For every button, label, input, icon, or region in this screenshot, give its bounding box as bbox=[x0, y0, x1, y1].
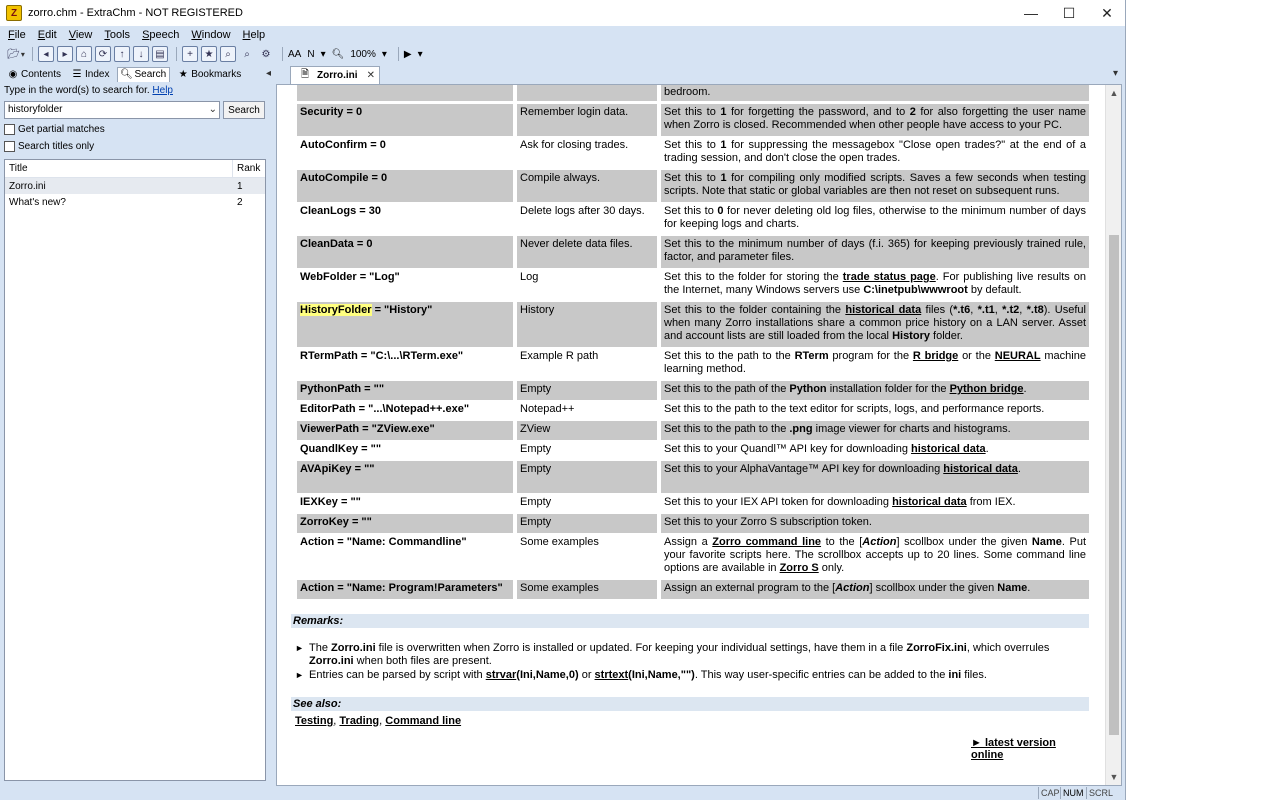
play-speech-icon[interactable]: ▶ bbox=[403, 48, 412, 60]
param-description: Set this to the path to the RTerm program for the R bridge or the NEURAL machine learning method. bbox=[661, 348, 1089, 380]
latest-version-link[interactable]: ► latest version online bbox=[971, 737, 1056, 761]
document-tabs bbox=[272, 64, 1126, 84]
tab-list-chevron-icon[interactable]: ▾ bbox=[1112, 68, 1118, 79]
param-name: AVApiKey = "" bbox=[297, 461, 513, 493]
table-row bbox=[297, 84, 1089, 101]
status-bar bbox=[0, 786, 1126, 800]
menu-edit[interactable]: Edit bbox=[37, 29, 57, 41]
param-default: Empty bbox=[517, 514, 657, 533]
zoom-dropdown-icon[interactable]: ▾ bbox=[381, 48, 387, 60]
param-description: Assign a Zorro command line to the [Action] scollbox under the given Name. Put your favorite scripts here. The scrollbox accepts up to 20 lines. Some command line options are available in Zorro S only. bbox=[661, 534, 1089, 579]
search-hint-text: Type in the word(s) to search for. bbox=[4, 85, 150, 96]
desktop-background bbox=[1126, 0, 1280, 800]
list-item[interactable] bbox=[5, 194, 265, 210]
menu-help[interactable]: Help bbox=[242, 29, 266, 41]
document-view[interactable] bbox=[276, 84, 1122, 786]
tab-index[interactable] bbox=[68, 67, 112, 81]
param-default: Remember login data. bbox=[517, 104, 657, 136]
list-item[interactable] bbox=[5, 178, 265, 194]
param-name: Action = "Name: Program!Parameters" bbox=[297, 580, 513, 599]
title-column-header[interactable]: Title bbox=[5, 160, 233, 178]
partial-matches-checkbox[interactable] bbox=[4, 124, 105, 135]
param-default: Compile always. bbox=[517, 170, 657, 202]
param-default bbox=[517, 84, 657, 101]
param-name: RTermPath = "C:\...\RTerm.exe" bbox=[297, 348, 513, 380]
table-row bbox=[297, 421, 1089, 440]
table-row bbox=[297, 580, 1089, 599]
tab-search[interactable] bbox=[117, 67, 171, 82]
results-header bbox=[5, 160, 265, 178]
param-description: Set this to the path of the Python installation folder for the Python bridge. bbox=[661, 381, 1089, 400]
speech-dropdown-icon[interactable]: ▾ bbox=[417, 48, 423, 60]
param-description: Set this to 1 for suppressing the messagebox "Close open trades?" at the end of a trading session, and don't close the open trades. bbox=[661, 137, 1089, 169]
see-also-links bbox=[295, 715, 461, 727]
param-name: AutoCompile = 0 bbox=[297, 170, 513, 202]
param-name: HistoryFolder = "History" bbox=[297, 302, 513, 347]
checkbox-box[interactable] bbox=[4, 141, 15, 152]
help-link[interactable]: Help bbox=[152, 85, 173, 96]
result-rank: 2 bbox=[237, 196, 243, 208]
toolbar-separator bbox=[32, 47, 33, 61]
toolbar-separator bbox=[282, 47, 283, 61]
menu-window[interactable]: Window bbox=[191, 29, 231, 41]
window-controls bbox=[1012, 0, 1126, 26]
param-name: ZorroKey = "" bbox=[297, 514, 513, 533]
table-row bbox=[297, 348, 1089, 380]
table-row bbox=[297, 203, 1089, 235]
param-description: Set this to your Zorro S subscription token. bbox=[661, 514, 1089, 533]
menu-bar bbox=[0, 26, 1126, 44]
search-button[interactable]: Search bbox=[223, 101, 265, 119]
param-description: Set this to the path to the text editor for scripts, logs, and performance reports. bbox=[661, 401, 1089, 420]
tab-zorro-ini[interactable] bbox=[290, 66, 380, 84]
minimize-button[interactable]: — bbox=[1024, 5, 1038, 21]
bookmark-icon[interactable]: ★ bbox=[201, 46, 217, 62]
font-normal-button[interactable]: N bbox=[307, 48, 315, 60]
document-pane bbox=[272, 64, 1126, 786]
param-description: bedroom. bbox=[661, 84, 1089, 101]
param-description: Set this to your Quandl™ API key for downloading historical data. bbox=[661, 441, 1089, 460]
maximize-button[interactable]: ☐ bbox=[1062, 4, 1076, 21]
next-topic-icon[interactable]: ↓ bbox=[133, 46, 149, 62]
navigation-tabs bbox=[0, 64, 272, 84]
param-description: Assign an external program to the [Action] scollbox under the given Name. bbox=[661, 580, 1089, 599]
search-hint bbox=[4, 85, 173, 96]
param-name: EditorPath = "...\Notepad++.exe" bbox=[297, 401, 513, 420]
tab-contents[interactable] bbox=[4, 67, 64, 81]
results-rows bbox=[5, 178, 265, 210]
sync-icon[interactable]: ⟳ bbox=[95, 46, 111, 62]
toolbar-separator bbox=[398, 47, 399, 61]
toolbar bbox=[0, 44, 1126, 64]
param-default: Example R path bbox=[517, 348, 657, 380]
param-default: Empty bbox=[517, 441, 657, 460]
param-name: ViewerPath = "ZView.exe" bbox=[297, 421, 513, 440]
param-description: Set this to the folder containing the historical data files (*.t6, *.t1, *.t2, *.t8). Useful when many Zorro installations share a common price history on a LAN server. Asset and account lists are still loaded from the local History folder. bbox=[661, 302, 1089, 347]
param-name: Security = 0 bbox=[297, 104, 513, 136]
caps-indicator: CAP bbox=[1038, 787, 1062, 799]
vertical-scrollbar[interactable] bbox=[1105, 85, 1121, 785]
font-size-button[interactable]: AA bbox=[288, 48, 302, 60]
see-also-link[interactable]: Testing bbox=[295, 715, 334, 727]
param-default: Log bbox=[517, 269, 657, 301]
param-default: History bbox=[517, 302, 657, 347]
menu-tools[interactable]: Tools bbox=[104, 29, 131, 41]
param-description: Set this to your AlphaVantage™ API key for downloading historical data. bbox=[661, 461, 1089, 493]
param-name: CleanLogs = 30 bbox=[297, 203, 513, 235]
param-name: Action = "Name: Commandline" bbox=[297, 534, 513, 579]
param-description: Set this to 0 for never deleting old log files, otherwise to the minimum number of days for keeping logs and charts. bbox=[661, 203, 1089, 235]
tab-label: Index bbox=[85, 68, 110, 80]
rank-column-header[interactable]: Rank bbox=[237, 163, 261, 174]
back-icon[interactable]: ◂ bbox=[38, 46, 54, 62]
zoom-level[interactable]: 100% bbox=[350, 48, 376, 60]
chevron-down-icon[interactable]: ⌄ bbox=[208, 104, 217, 115]
param-description: Set this to the folder for storing the trade status page. For publishing live results on the Internet, many Windows servers use C:\inetpub\wwwroot by default. bbox=[661, 269, 1089, 301]
contents-icon: ◉ bbox=[8, 68, 18, 80]
result-rank: 1 bbox=[237, 180, 243, 192]
table-row bbox=[297, 534, 1089, 579]
scroll-indicator: SCRL bbox=[1086, 787, 1115, 799]
table-row bbox=[297, 236, 1089, 268]
param-default: Empty bbox=[517, 461, 657, 493]
table-row bbox=[297, 302, 1089, 347]
settings-icon[interactable]: ⚙ bbox=[261, 48, 271, 60]
navigation-pane bbox=[0, 64, 272, 786]
scroll-up-icon[interactable]: ▲ bbox=[1109, 88, 1119, 98]
search-input[interactable] bbox=[4, 101, 220, 119]
param-description: Set this to your IEX API token for downloading historical data from IEX. bbox=[661, 494, 1089, 513]
window-title: zorro.chm - ExtraChm - NOT REGISTERED bbox=[28, 7, 243, 19]
collapse-pane-icon[interactable]: ◂ bbox=[266, 68, 272, 79]
forward-icon[interactable]: ▸ bbox=[57, 46, 73, 62]
search-input-value: historyfolder bbox=[8, 104, 63, 115]
param-default: Empty bbox=[517, 494, 657, 513]
param-default: Empty bbox=[517, 381, 657, 400]
param-default: Never delete data files. bbox=[517, 236, 657, 268]
param-name: CleanData = 0 bbox=[297, 236, 513, 268]
table-row bbox=[297, 170, 1089, 202]
result-title: Zorro.ini bbox=[9, 180, 46, 192]
partial-matches-label: Get partial matches bbox=[18, 124, 105, 135]
menu-file[interactable]: File bbox=[8, 29, 26, 41]
param-default: ZView bbox=[517, 421, 657, 440]
tab-label: Search bbox=[134, 69, 167, 80]
see-also-heading: See also: bbox=[291, 697, 1089, 711]
font-dropdown-icon[interactable]: ▾ bbox=[320, 48, 326, 60]
app-icon: Z bbox=[6, 5, 22, 21]
table-row bbox=[297, 137, 1089, 169]
table-row bbox=[297, 494, 1089, 513]
see-also-link[interactable]: Trading bbox=[339, 715, 380, 727]
find-icon[interactable]: ⌕ bbox=[220, 46, 236, 62]
titles-only-label: Search titles only bbox=[18, 141, 95, 152]
param-name bbox=[297, 84, 513, 101]
param-description: Set this to the minimum number of days (f.i. 365) for keeping previously trained rule, factor, and parameter files. bbox=[661, 236, 1089, 268]
param-name: PythonPath = "" bbox=[297, 381, 513, 400]
print-icon[interactable]: ▤ bbox=[152, 46, 168, 62]
remark-item: ► Entries can be parsed by script with strvar(Ini,Name,0) or strtext(Ini,Name,""). This way user-specific entries can be added to the ini files. bbox=[295, 669, 1091, 682]
bookmark-icon: ★ bbox=[178, 68, 188, 80]
checkbox-box[interactable] bbox=[4, 124, 15, 135]
param-description: Set this to 1 for compiling only modified scripts. Saves a few seconds when testing scripts. Note that static or global variables are then not reset on subsequent runs. bbox=[661, 170, 1089, 202]
search-icon: 🔍︎ bbox=[120, 69, 133, 80]
param-default: Some examples bbox=[517, 534, 657, 579]
toolbar-separator bbox=[176, 47, 177, 61]
param-default: Notepad++ bbox=[517, 401, 657, 420]
param-description: Set this to 1 for forgetting the password, and to 2 for also forgetting the user name when Zorro is closed. Recommended when other people have access to your PC. bbox=[661, 104, 1089, 136]
zoom-icon[interactable]: 🔍︎ bbox=[331, 48, 345, 60]
bookmark-add-icon[interactable]: + bbox=[182, 46, 198, 62]
see-also-link[interactable]: Command line bbox=[385, 715, 462, 727]
param-name: IEXKey = "" bbox=[297, 494, 513, 513]
index-icon: ☰ bbox=[72, 68, 82, 80]
separator: , bbox=[333, 715, 340, 727]
table-row bbox=[297, 441, 1089, 460]
param-default: Some examples bbox=[517, 580, 657, 599]
page-icon: 🗎 bbox=[300, 69, 310, 80]
param-description: Set this to the path to the .png image viewer for charts and histograms. bbox=[661, 421, 1089, 440]
remarks-heading: Remarks: bbox=[291, 614, 1089, 628]
table-row bbox=[297, 104, 1089, 136]
tab-label: Bookmarks bbox=[191, 68, 242, 80]
prev-topic-icon[interactable]: ↑ bbox=[114, 46, 130, 62]
param-name: AutoConfirm = 0 bbox=[297, 137, 513, 169]
menu-speech[interactable]: Speech bbox=[142, 29, 180, 41]
title-bar bbox=[0, 0, 1126, 26]
param-name: WebFolder = "Log" bbox=[297, 269, 513, 301]
titles-only-checkbox[interactable] bbox=[4, 141, 94, 152]
table-row bbox=[297, 381, 1089, 400]
tab-bookmarks[interactable] bbox=[174, 67, 244, 81]
separator: , bbox=[379, 715, 386, 727]
scrollbar-thumb[interactable] bbox=[1109, 235, 1119, 735]
num-indicator: NUM bbox=[1060, 787, 1086, 799]
scroll-down-icon[interactable]: ▼ bbox=[1109, 772, 1119, 782]
table-row bbox=[297, 401, 1089, 420]
home-icon[interactable]: ⌂ bbox=[76, 46, 92, 62]
tab-label: Contents bbox=[21, 68, 62, 80]
close-button[interactable]: ✕ bbox=[1101, 4, 1113, 21]
close-tab-icon[interactable]: ✕ bbox=[366, 70, 375, 81]
param-name: QuandlKey = "" bbox=[297, 441, 513, 460]
table-row bbox=[297, 461, 1089, 493]
table-row bbox=[297, 269, 1089, 301]
result-title: What's new? bbox=[9, 196, 66, 208]
find-next-icon[interactable]: ⌕ bbox=[244, 48, 250, 60]
param-default: Ask for closing trades. bbox=[517, 137, 657, 169]
tab-label: Zorro.ini bbox=[317, 70, 358, 81]
table-row bbox=[297, 514, 1089, 533]
open-folder-icon[interactable]: 📂︎ ▾ bbox=[8, 46, 24, 62]
param-default: Delete logs after 30 days. bbox=[517, 203, 657, 235]
menu-view[interactable]: View bbox=[68, 29, 93, 41]
search-results-list bbox=[4, 159, 266, 781]
remark-item: ► The Zorro.ini file is overwritten when Zorro is installed or updated. For keeping your individual settings, have them in a file ZorroFix.ini, which overrules Zorro.ini when both files are present. bbox=[295, 642, 1091, 668]
